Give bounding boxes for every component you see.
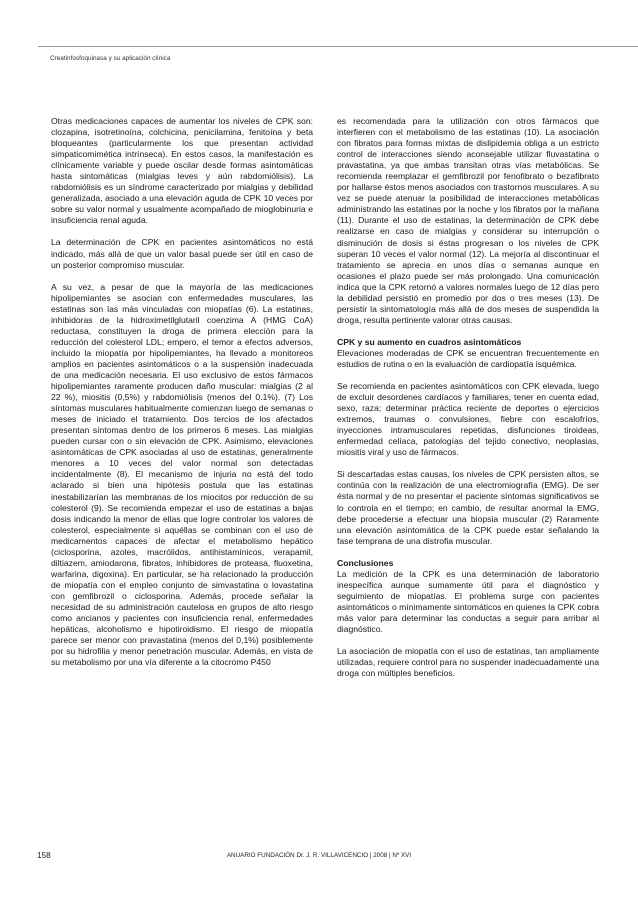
paragraph: La medición de la CPK es una determinación de laboratorio inespecífica aunque sumamente útil para el diagnóstico y seguimiento de miopatías. El problema surge con pacientes asintomáticos o mínimamente sintomáticos en quienes la CPK cobra más valor para determinar las conductas a seguir para arribar al diagnóstico. (337, 568, 599, 634)
page-number: 158 (37, 851, 51, 860)
paragraph: A su vez, a pesar de que la mayoría de las medicaciones hipolipemiantes se asocian con enfermedades musculares, las estatinas son las más vinculadas con miopatías (6). La estatinas, inhibidoras de la hidroximetilglutaril coenzima A (HMG CoA) reductasa, constituyen la droga de primera elección para la reducción del colesterol LDL; empero, el temor a efectos adversos, incluido la miopatía por hipolipemiantes, ha llevado a monitoreos amplios en pacientes asintomáticos o a la suspensión inadecuada de una medicación necesaria. El uso exclusivo de estos fármacos hipolipemiantes raramente producen daño muscular: mialgias (2 al 22 %), miositis (0,5%) y rabdomiólisis (menos del 0.1%). (7) Los síntomas musculares habitualmente comienzan luego de semanas o meses de iniciado el tratamiento. Dos tercios de los afectados presentan síntomas dentro de los primeros 6 meses. Las mialgias pueden cursar con o sin elevación de CPK. Asimismo, elevaciones asintomáticas de CPK asociadas al uso de estatinas, generalmente menores a 10 veces del valor normal son detectadas incidentalmente (8). El mecanismo de injuria no está del todo aclarado si bien una hipótesis postula que las estatinas inestabilizarían las membranas de los miocitos por reducción de su colesterol (9). Se recomienda empezar el uso de estatinas a bajas dosis indicando la menor de ellas que logre controlar los valores de colesterol, especialmente si aquéllas se combinan con el uso de medicamentos capaces de afectar el metabolismo hepático (ciclosporina, azoles, macrólidos, antihistamínicos, verapamil, diltiazem, amiodarona, fibratos, inhibidores de proteasa, fluoxetina, warfarina, digoxina). En particular, se ha relacionado la producción de miopatía con el empleo conjunto de simvastatina o lovastatina con gemfibrozil o ciclosporina. Además, procede señalar la necesidad de su administración cautelosa en grupos de alto riesgo como ancianos y pacientes con insuficiencia renal, enfermedades hepáticas, alcoholismo e hipotiroidismo. El riesgo de miopatía parece ser menor con pravastatina (menos del 0,1%) posiblemente por su hidrofilia y menor penetración muscular. Además, en vista de su metabolismo por una vía diferente a la citocromo P450 (51, 281, 313, 668)
left-column (51, 116, 313, 679)
section-heading: CPK y su aumento en cuadros asintomáticos (337, 336, 522, 347)
paragraph: Elevaciones moderadas de CPK se encuentran frecuentemente en estudios de rutina o en la evaluación de cardiopatía isquémica. (337, 347, 599, 369)
paragraph: La asociación de miopatía con el uso de estatinas, tan ampliamente utilizadas, requiere control para no suspender inadecuadamente una droga con múltiples beneficios. (337, 646, 599, 679)
paragraph: La determinación de CPK en pacientes asintomáticos no está indicado, más allá de que un valor basal puede ser útil en caso de un posterior compromiso muscular. (51, 237, 313, 270)
right-column (337, 116, 599, 690)
paragraph: Otras medicaciones capaces de aumentar los niveles de CPK son: clozapina, isotretinoína, colchicina, penicilamina, fenitoína y beta bloqueantes (particularmente los que presentan actividad simpaticomimética intrínseca). En estos casos, la manifestación es clínicamente variable y puede oscilar desde formas asintomáticas hasta sintomáticas (mialgias leves y aún rabdomiólisis). La rabdomiólisis es un síndrome caracterizado por mialgias y debilidad generalizada, asociado a una elevación aguda de CPK 10 veces por sobre su valor normal y usualmente acompañado de mioglobinuria e insuficiencia renal aguda. (51, 116, 313, 226)
paragraph: Se recomienda en pacientes asintomáticos con CPK elevada, luego de excluir desordenes cardíacos y familiares, tener en cuenta edad, sexo, raza; determinar práctica reciente de deportes o ejercicios extremos, traumas o convulsiones, fiebre con escalofríos, inyecciones intramusculares repetidas, disfunciones tiroideas, enfermedad celíaca, patologías del tejido conectivo, neoplasias, miositis viral y uso de fármacos. (337, 381, 599, 458)
running-head: Creatinfosfoquinasa y su aplicación clínica (50, 55, 171, 62)
paragraph: es recomendada para la utilización con otros fármacos que interfieren con el metabolismo de las estatinas (10). La asociación con fibratos para formas mixtas de dislipidemia obliga a un estricto control de interacciones siendo aconsejable utilizar fluvastatina o pravastatina, ya que ambas transitan otras vías metabólicas. Se recomienda reemplazar el gemfibrozil por fenofibrato o bezafibrato por hallarse éstos menos asociados con trastornos musculares. A su vez se puede atenuar la posibilidad de interacciones metabólicas administrando las estatinas por la noche y los fibratos por la mañana (11). Durante el uso de estatinas, la determinación de CPK debe realizarse en caso de mialgias y considerar su interrupción o disminución de dosis si éstas progresan o los niveles de CPK superan 10 veces el valor normal (12). La mejoría al discontinuar el tratamiento se aprecia en unos días o semanas aunque en ocasiones el plazo puede ser más prolongado. Una comunicación indica que la CPK retornó a valores normales luego de 12 días pero la debilidad persistió en promedio por dos o tres meses (13). De persistir la sintomatología más allá de dos meses de suspendida la droga, resulta pertinente valorar otras causas. (337, 116, 599, 325)
journal-footer: ANUARIO FUNDACIÓN Dr. J. R. VILLAVICENCIO | 2008 | Nº XVI (226, 852, 412, 859)
paragraph: Si descartadas estas causas, los niveles de CPK persisten altos, se continúa con la realización de una electromiografía (EMG). De ser ésta normal y de no presentar el paciente síntomas significativos se lo controla en el tiempo; en cambio, de resultar anormal la EMG, debe procederse a efectuar una biopsia muscular (2) Raramente una elevación asintomática de la CPK puede estar señalando la fase temprana de una distrofia muscular. (337, 469, 599, 546)
header-rule (38, 46, 638, 47)
section-heading: Conclusiones (337, 557, 394, 568)
